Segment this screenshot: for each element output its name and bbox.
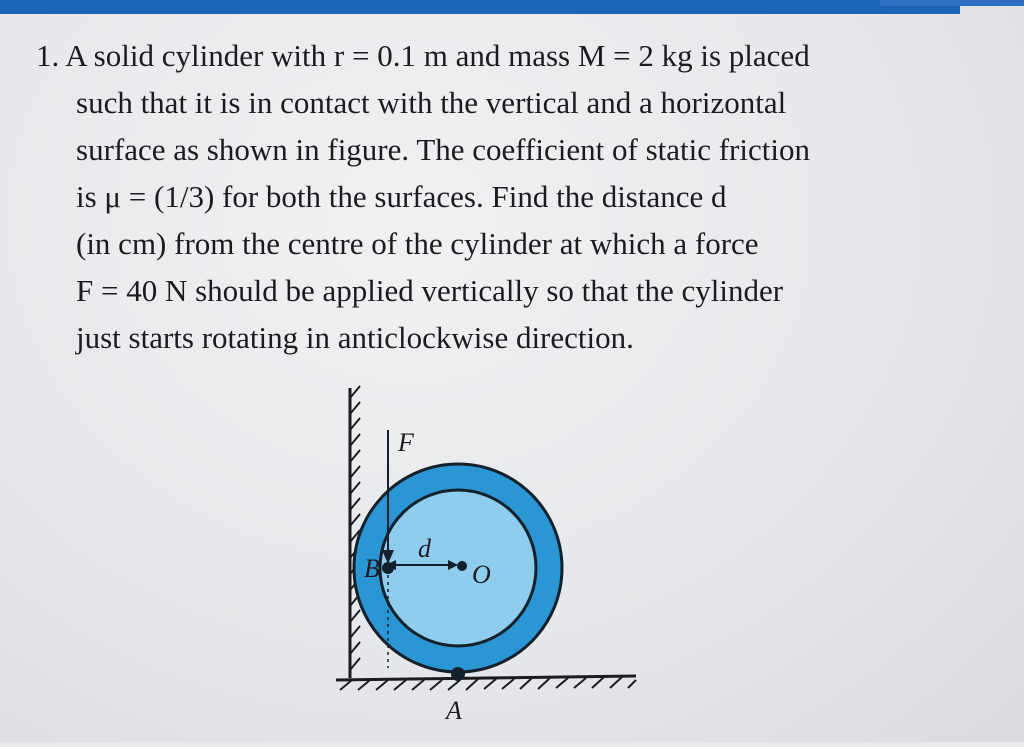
question-text-line: (in cm) from the centre of the cylinder at which a force	[76, 226, 759, 261]
label-wall-contact: B	[364, 554, 380, 583]
label-force: F	[398, 428, 414, 457]
question-line-1	[36, 32, 986, 79]
question-line-6	[36, 267, 996, 314]
question-line-3	[36, 126, 996, 173]
floor-hatching	[336, 676, 636, 690]
label-distance: d	[418, 534, 431, 563]
question-line-4	[36, 173, 996, 220]
question-text-line: such that it is in contact with the vertical and a horizontal	[76, 85, 787, 120]
question-line-2	[36, 79, 996, 126]
wall-hatching	[350, 386, 360, 678]
question-block	[36, 32, 996, 361]
point-a	[451, 667, 465, 681]
question-line-5	[36, 220, 996, 267]
label-centre: O	[472, 560, 491, 589]
page-header-bar-accent	[880, 0, 1024, 6]
page-header-bar	[0, 0, 960, 14]
question-text-line: surface as shown in figure. The coefficient of static friction	[76, 132, 810, 167]
question-line-7	[36, 314, 996, 361]
question-text-line: F = 40 N should be applied vertically so that the cylinder	[76, 273, 784, 308]
label-floor-contact: A	[446, 696, 462, 725]
cylinder-diagram	[300, 378, 640, 742]
question-text-line: is μ = (1/3) for both the surfaces. Find the distance d	[76, 179, 727, 214]
question-text-line: A solid cylinder with r = 0.1 m and mass M = 2 kg is placed	[65, 38, 810, 73]
point-b	[382, 562, 394, 574]
question-text-line: just starts rotating in anticlockwise direction.	[76, 320, 634, 355]
question-number: 1.	[36, 38, 60, 73]
point-o	[457, 561, 467, 571]
cylinder-figure	[300, 378, 640, 742]
